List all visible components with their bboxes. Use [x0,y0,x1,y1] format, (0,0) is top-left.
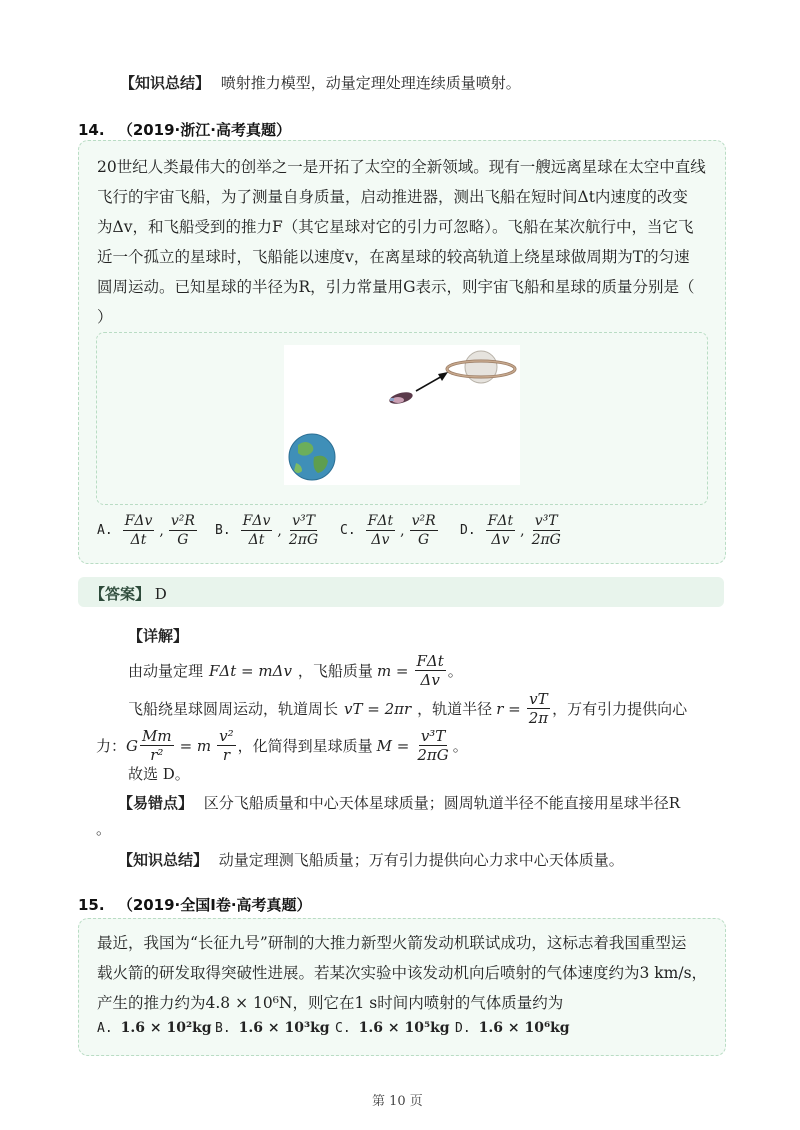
option-label: A. [97,523,113,538]
detail-text: 力： [96,737,127,755]
equation: M = [376,736,410,755]
comma: , [400,522,405,539]
detail-line-2 [128,690,687,727]
comma: , [159,522,164,539]
top-summary [120,72,521,93]
detail-line-3 [96,727,468,764]
option-value: 1.6 × 10²kg [120,1020,212,1036]
option-label: D. [460,523,476,538]
fraction-denominator: G [418,532,430,548]
option-label: C. [340,523,356,538]
option-label: C. [335,1020,351,1036]
fraction-numerator: v²R [411,513,436,529]
detail-text: ，轨道半径 [417,700,493,718]
detail-text: ，飞船质量 [297,662,373,680]
error-point-text: 区分飞船质量和中心天体星球质量；圆周轨道半径不能直接用星球半径R [203,794,681,812]
question-source: （2019·浙江·高考真题） [117,121,291,139]
question-number: 14. [78,121,105,139]
question-line: ） [97,308,113,326]
fraction-denominator: r² [150,746,164,764]
earth-icon [289,434,335,480]
option-label: A. [97,1020,113,1036]
fraction-numerator: FΔv [124,513,153,529]
question-number: 15. [78,896,105,914]
equation: = m [179,736,212,755]
planet-saturn-icon [447,351,515,383]
option-d[interactable] [455,1020,570,1036]
space-illustration [284,345,520,485]
option-value: 1.6 × 10³kg [238,1020,330,1036]
fraction-numerator: v³T [534,513,558,529]
question-line: 载火箭的研发取得突破性进展。若某次实验中该发动机向后喷射的气体速度约为3 km/s， [97,964,708,982]
equation: r = [496,699,521,718]
summary-tag: 【知识总结】 [118,851,209,869]
arrow-icon [416,372,448,391]
space-figure [284,345,520,485]
answer-tag: 【答案】 [90,585,151,603]
detail-tag: 【详解】 [128,627,189,645]
fraction-denominator: Δv [371,532,390,548]
detail-text: 飞船绕星球圆周运动，轨道周长 [128,700,339,718]
spaceship-icon [388,390,414,406]
option-d[interactable] [460,512,565,549]
fraction-numerator: FΔv [242,513,271,529]
fraction-denominator: 2πG [288,532,319,548]
fraction-denominator: r [222,746,230,764]
error-point [118,792,680,813]
option-a[interactable] [97,512,199,549]
detail-line-1 [128,652,463,689]
option-label: D. [455,1020,471,1036]
summary-2 [118,849,624,870]
question-line: 最近，我国为“长征九号”研制的大推力新型火箭发动机联试成功，这标志着我国重型运 [97,934,687,952]
answer-line [90,583,167,604]
question-14-text [97,152,706,332]
error-point-tail: 。 [96,820,112,838]
detail-line-4: 故选 D。 [128,765,190,783]
fraction-numerator: v³T [420,727,446,745]
fraction-denominator: 2π [528,709,549,727]
option-label: B. [215,1020,231,1036]
option-b[interactable] [215,1020,330,1036]
comma: , [277,522,282,539]
option-b[interactable] [215,512,322,549]
fraction-denominator: 2πG [417,746,449,764]
option-value: 1.6 × 10⁶kg [478,1020,570,1036]
summary-text: 喷射推力模型，动量定理处理连续质量喷射。 [220,74,521,92]
comma: , [520,522,525,539]
question-15-header [78,894,312,915]
detail-text: ，化简得到星球质量 [237,737,373,755]
equation: FΔt = mΔv [209,661,292,680]
equation: G [126,736,138,755]
question-source: （2019·全国I卷·高考真题） [117,896,312,914]
fraction-numerator: FΔt [487,513,514,529]
question-line: 圆周运动。已知星球的半径为R，引力常量用G表示，则宇宙飞船和星球的质量分别是（ [97,278,695,296]
detail-text: 由动量定理 [128,662,204,680]
question-line: 20世纪人类最伟大的创举之一是开拓了太空的全新领域。现有一艘远离星球在太空中直线 [97,158,706,176]
detail-text: ，万有引力提供向心 [552,700,688,718]
question-line: 近一个孤立的星球时，飞船能以速度v，在离星球的较高轨道上绕星球做周期为T的匀速 [97,248,690,266]
error-point-tag: 【易错点】 [118,794,194,812]
equation: m = [376,661,409,680]
page-number: 第 10 页 [372,1094,423,1109]
fraction-denominator: Δv [491,532,510,548]
fraction-numerator: FΔt [416,652,444,670]
question-line: 产生的推力约为4.8 × 10⁶N，则它在1 s时间内喷射的气体质量约为 [97,994,564,1012]
equation: vT = 2πr [344,699,412,718]
option-a[interactable] [97,1020,212,1036]
question-line: 为Δv，和飞船受到的推力F（其它星球对它的引力可忽略）。飞船在某次航行中，当它飞 [97,218,694,236]
fraction-numerator: v² [219,727,234,745]
option-label: B. [215,523,231,538]
fraction-numerator: v²R [170,513,195,529]
detail-text: 。 [447,662,463,680]
detail-text: 。 [452,737,468,755]
summary-tag: 【知识总结】 [120,74,211,92]
question-line: 飞行的宇宙飞船，为了测量自身质量，启动推进器，测出飞船在短时间Δt内速度的改变 [97,188,688,206]
fraction-numerator: vT [529,690,548,708]
question-14-header [78,119,291,140]
answer-value: D [154,585,167,603]
option-c[interactable] [335,1020,450,1036]
fraction-denominator: G [177,532,189,548]
fraction-denominator: Δv [420,671,440,689]
fraction-numerator: v³T [292,513,315,529]
fraction-denominator: 2πG [531,532,561,548]
fraction-numerator: Mm [142,727,172,745]
summary-text: 动量定理测飞船质量；万有引力提供向心力求中心天体质量。 [218,851,624,869]
option-value: 1.6 × 10⁵kg [358,1020,450,1036]
answer-bar [78,577,724,607]
question-15-text [97,928,707,1018]
option-c[interactable] [340,512,440,549]
fraction-numerator: FΔt [367,513,394,529]
fraction-denominator: Δt [248,532,265,548]
fraction-denominator: Δt [130,532,147,548]
